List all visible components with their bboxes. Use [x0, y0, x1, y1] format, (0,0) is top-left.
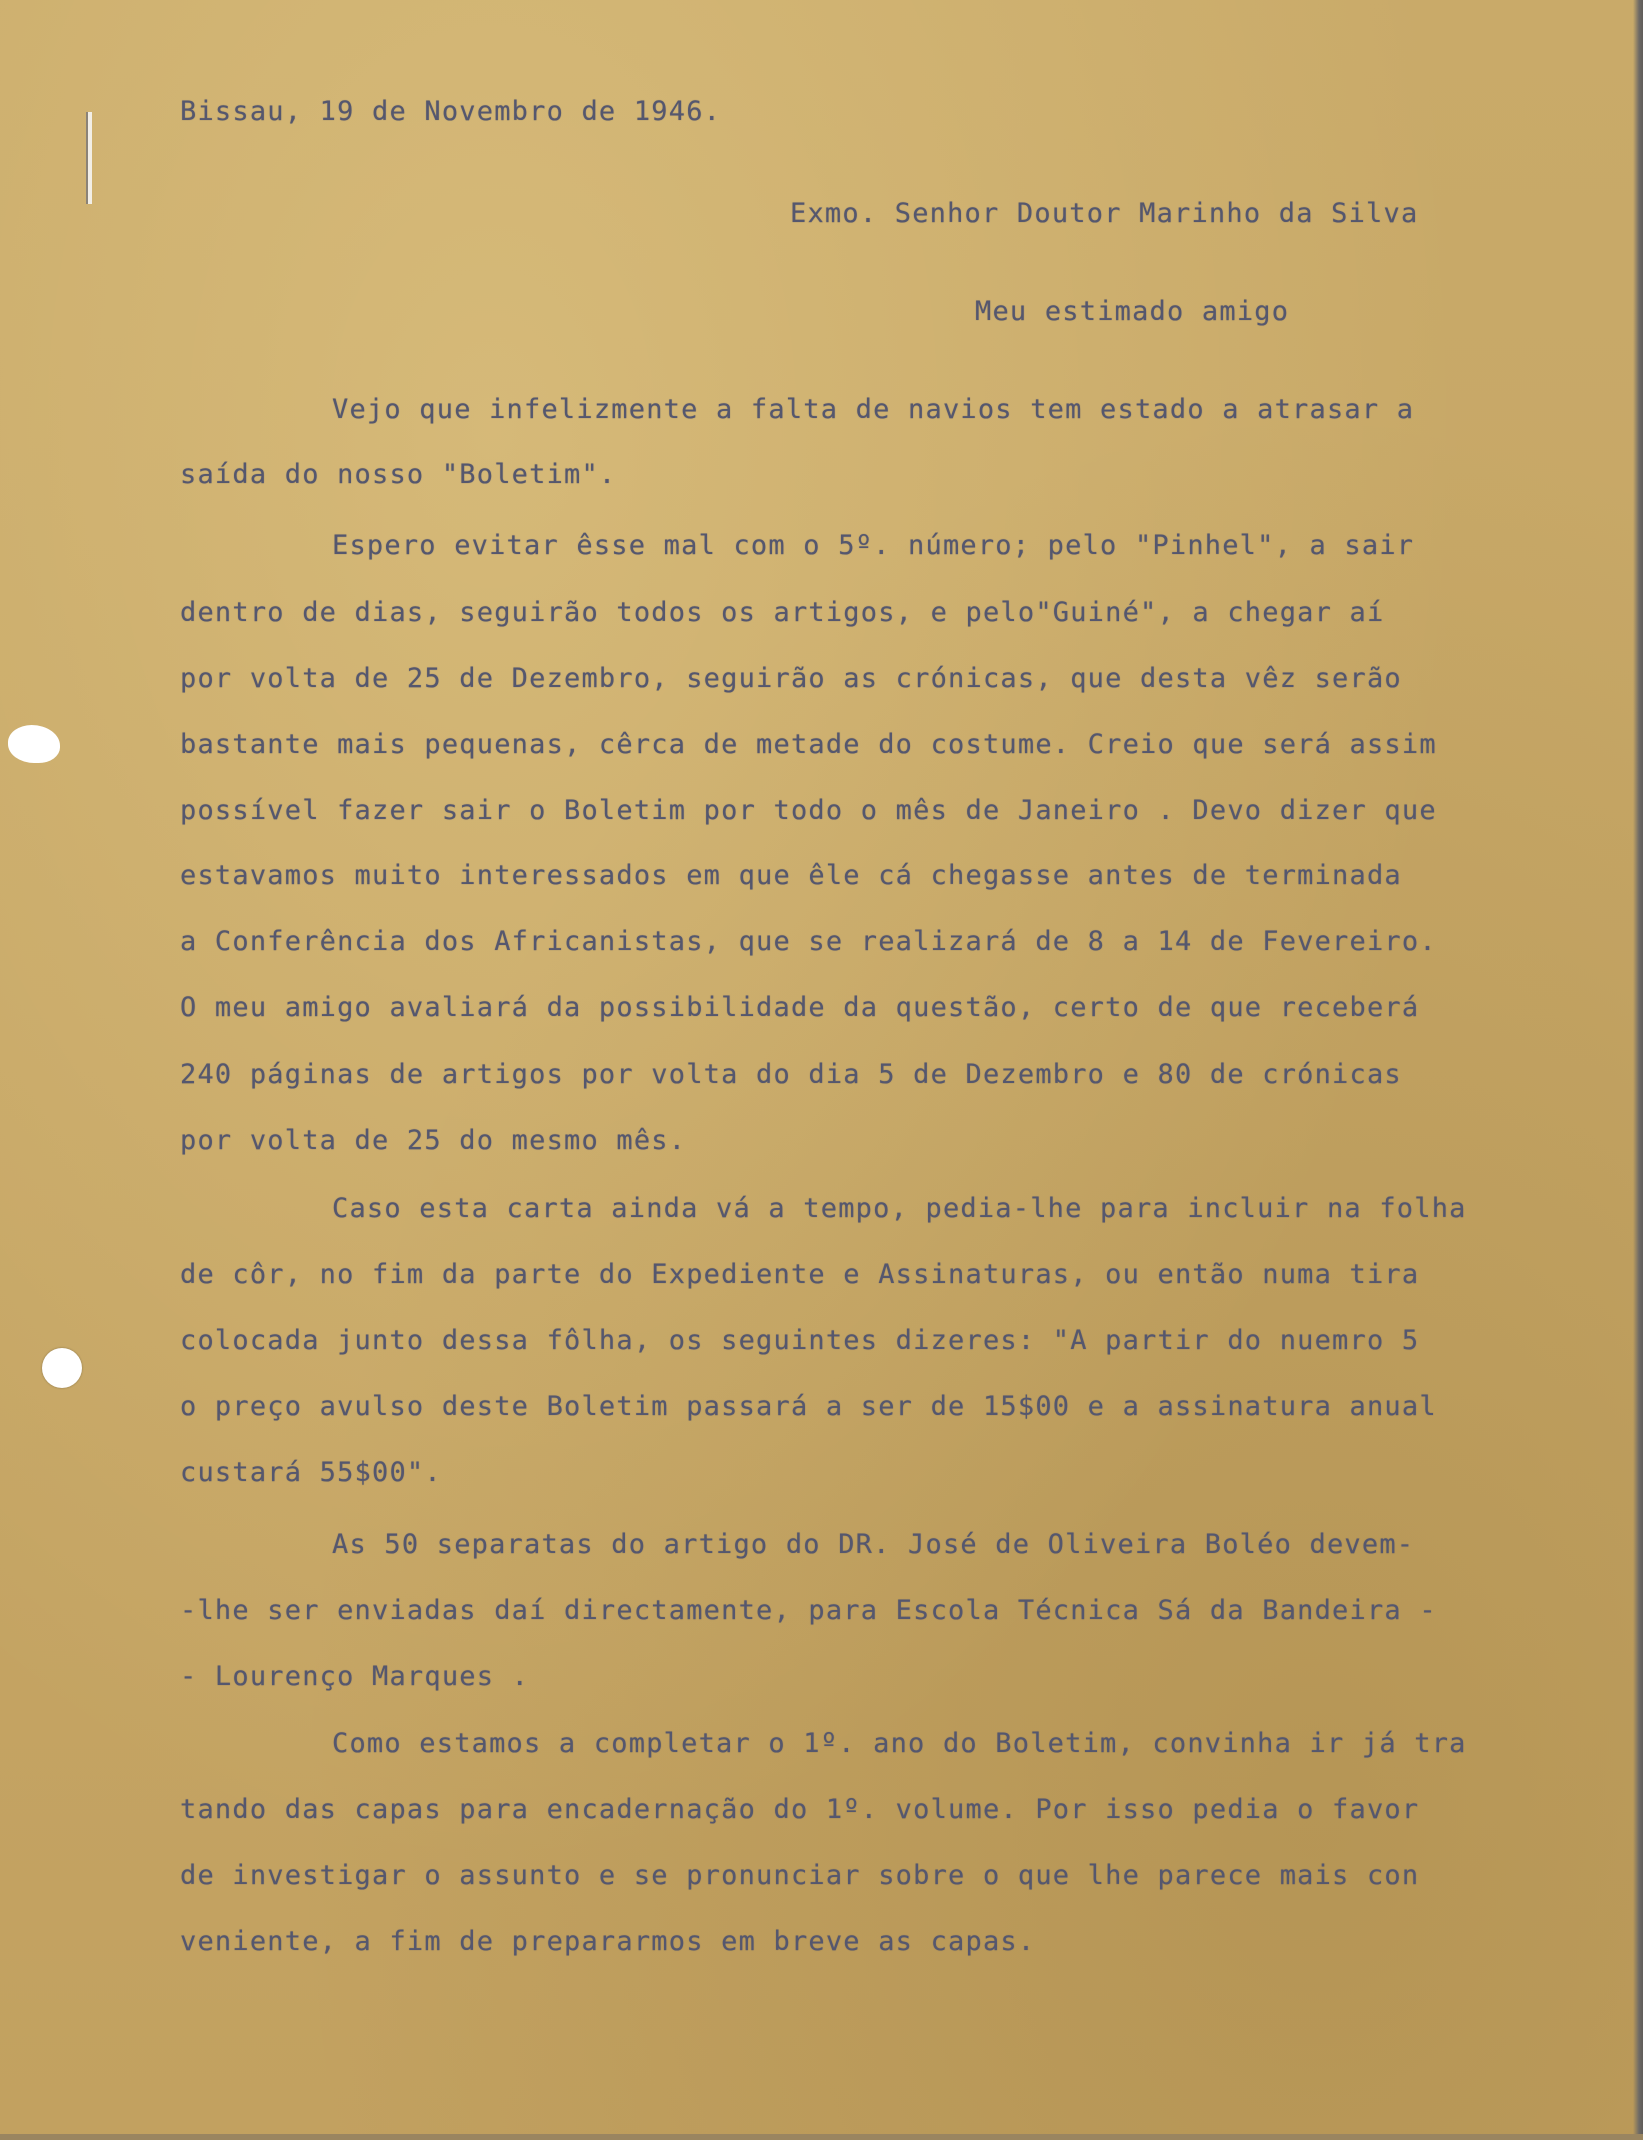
paragraph-5-line: tando das capas para encadernação do 1º. volume. Por isso pedia o favor — [180, 1794, 1420, 1825]
paragraph-2-line: a Conferência dos Africanistas, que se realizará de 8 a 14 de Fevereiro. — [180, 926, 1437, 957]
paragraph-2-line: estavamos muito interessados em que êle cá chegasse antes de terminada — [180, 860, 1402, 891]
page-edge — [1633, 0, 1643, 2140]
paragraph-2-line: por volta de 25 do mesmo mês. — [180, 1125, 687, 1156]
paragraph-5-line: Como estamos a completar o 1º. ano do Boletim, convinha ir já tra — [332, 1728, 1467, 1759]
page-bottom-edge — [0, 2134, 1643, 2140]
staple-mark — [86, 112, 92, 204]
letter-addressee: Exmo. Senhor Doutor Marinho da Silva — [790, 198, 1419, 229]
paragraph-2-line: possível fazer sair o Boletim por todo o mês de Janeiro . Devo dizer que — [180, 795, 1437, 826]
paragraph-2-line: O meu amigo avaliará da possibilidade da questão, certo de que receberá — [180, 992, 1420, 1023]
paragraph-4-line: - Lourenço Marques . — [180, 1661, 530, 1692]
paragraph-2-line: Espero evitar êsse mal com o 5º. número; pelo "Pinhel", a sair — [332, 530, 1415, 561]
punch-hole — [42, 1348, 82, 1388]
paragraph-3-line: Caso esta carta ainda vá a tempo, pedia-lhe para incluir na folha — [332, 1193, 1467, 1224]
torn-hole — [8, 725, 60, 763]
paragraph-3-line: de côr, no fim da parte do Expediente e Assinaturas, ou então numa tira — [180, 1259, 1420, 1290]
paragraph-5-line: de investigar o assunto e se pronunciar sobre o que lhe parece mais con — [180, 1860, 1420, 1891]
paragraph-4-line: -lhe ser enviadas daí directamente, para Escola Técnica Sá da Bandeira - — [180, 1595, 1437, 1626]
paragraph-2-line: dentro de dias, seguirão todos os artigos, e pelo"Guiné", a chegar aí — [180, 597, 1385, 628]
paragraph-5-line: veniente, a fim de prepararmos em breve as capas. — [180, 1926, 1036, 1957]
paragraph-3-line: o preço avulso deste Boletim passará a ser de 15$00 e a assinatura anual — [180, 1391, 1437, 1422]
paragraph-2-line: bastante mais pequenas, cêrca de metade do costume. Creio que será assim — [180, 729, 1437, 760]
paragraph-1-line: saída do nosso "Boletim". — [180, 459, 617, 490]
paragraph-2-line: por volta de 25 de Dezembro, seguirão as crónicas, que desta vêz serão — [180, 663, 1402, 694]
paragraph-1-line: Vejo que infelizmente a falta de navios tem estado a atrasar a — [332, 394, 1415, 425]
paragraph-3-line: custará 55$00". — [180, 1457, 442, 1488]
letter-salutation: Meu estimado amigo — [975, 296, 1290, 327]
paragraph-2-line: 240 páginas de artigos por volta do dia 5 de Dezembro e 80 de crónicas — [180, 1059, 1402, 1090]
letter-date: Bissau, 19 de Novembro de 1946. — [180, 96, 722, 127]
paragraph-3-line: colocada junto dessa fôlha, os seguintes dizeres: "A partir do nuemro 5 — [180, 1325, 1420, 1356]
paragraph-4-line: As 50 separatas do artigo do DR. José de Oliveira Boléo devem- — [332, 1529, 1415, 1560]
